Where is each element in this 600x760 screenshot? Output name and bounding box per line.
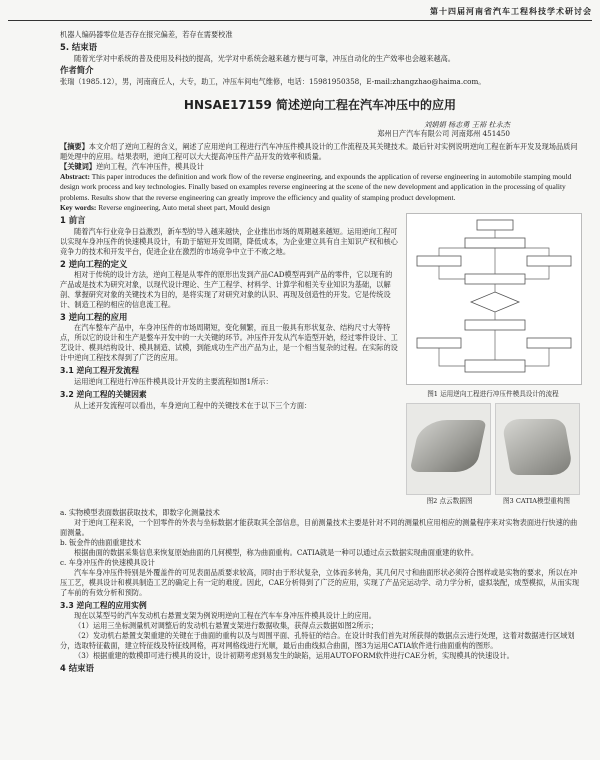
figure-2-caption: 图2 点云数据图 [426, 497, 473, 506]
item-a-title: a. 实物模型表面数据获取技术，即数字化测量技术 [60, 508, 220, 518]
keywords-cn [60, 162, 580, 172]
running-header: 第十四届河南省汽车工程科技学术研讨会 [430, 7, 592, 16]
article-authors: 刘娟娟 杨志勇 王裕 杜永杰 [424, 119, 510, 129]
item-c-title: c. 车身冲压件的快速模具设计 [60, 557, 155, 567]
flow-node [465, 274, 525, 284]
right-column [406, 213, 580, 508]
header-rule [8, 20, 592, 21]
flow-node [417, 338, 461, 348]
figure-1-caption: 图1 运用逆向工程进行冲压件模具设计的流程 [427, 390, 559, 399]
figure-3-catia-model [495, 403, 580, 495]
point-cloud-part-image [410, 420, 487, 472]
item-a-text: 对于逆向工程来说，一个回零件的外表与坐标数据才能获取其全部信息，目前测量技术主要是针对不同的测量机应用相应的测量程序来对实物表面进行快速的曲面测量。 [60, 518, 578, 538]
keywords-cn-label: 【关键词】 [60, 162, 96, 172]
item-b-text: 根据曲面的数据采集信息来恢复原始曲面的几何模型，称为曲面重构。CATIA就是一种可以通过点云数据实现曲面重建的软件。 [74, 547, 479, 557]
abstract-cn-text: 本文介绍了逆向工程的含义，阐述了应用逆向工程进行汽车冲压件模具设计的工作流程及其关键技术。最后针对实例说明逆向工程在新车开发及现场品质问题处理中的应用。结果表明，逆向工程可以大大提高冲压件产品开发的效率和质量。 [60, 142, 578, 162]
abstract-en [60, 172, 580, 203]
section-3-2-text: 从上述开发流程可以看出，车身逆向工程中的关键技术在于以下三个方面： [74, 400, 312, 410]
abstract-en-label: Abstract: [60, 172, 90, 182]
flow-connector [439, 230, 549, 366]
step-3: （3）根据重建的数模即可进行模具的设计，设计初期考虑到易发生的缺陷，运用AUTOFORM软件进行CAE分析，实现模具的快速设计。 [74, 651, 514, 661]
keywords-en-label: Key words: [60, 202, 97, 212]
section-3-3-title: 3.3 逆向工程的应用实例 [60, 600, 147, 610]
flow-node [477, 220, 513, 230]
item-c-text: 汽车车身冲压件特别是外覆盖件的可见表面品质要求较高，同时由于形状复杂，立体而多转角，其几何尺寸和曲面形状必须符合图样或是实物的要求，所以在冲压工艺，模具设计和模具制造工艺的确定上有一定的难度。因此，CAE分析得到了广泛的应用，实现了产品完运动学、动力学分析，虚拟装配，成型模拟，从而实现了车前的有效分析和预防。 [60, 567, 580, 597]
flow-node [465, 320, 525, 330]
abstract-cn [60, 142, 580, 162]
figure-row [406, 403, 580, 495]
abstract-cn-label: 【摘要】 [60, 142, 89, 152]
section-3-1-text: 运用逆向工程进行冲压件模具设计开发的主要流程如图1所示： [74, 376, 273, 386]
figure-3-caption: 图3 CATIA模型重构图 [502, 497, 571, 506]
flow-node [527, 256, 571, 266]
section-1-title: 1 前言 [60, 215, 86, 226]
article-title: HNSAE17159 简述逆向工程在汽车冲压中的应用 [183, 98, 457, 112]
section-1-text: 随着汽车行业竞争日益激烈，新车型的导入越来越快，企业推出市场的周期越来越短。运用逆向工程可以实现车身冲压件的快速模具设计，有助于缩短开发周期，降低成本，为企业建立具有自主知识产权和核心竞争力的技术和开发平台，促进企业在激烈的市场竞争中立于不败之地。 [60, 226, 398, 256]
keywords-en-text: Reverse engineering, Auto metal sheet part, Mould design [98, 202, 270, 212]
prev-text-line: 机器人编码器零位是否存在报完偏差，若存在需要校准 [60, 30, 233, 39]
flow-node [527, 338, 571, 348]
section-2-text: 相对于传统的设计方法，逆向工程是从零件的原形出发到产品CAD模型再到产品的零件，它以现有的产品或是技术为研究对象，以现代设计理论、生产工程学、材料学、计算学和相关专业知识为基础，以解剖、掌握研究对象的关键技术为目的，是将实现了对研究对象的认识、再现及创造性的开发。它是传统设计、制造工程的相应的信息流工程。 [60, 270, 393, 309]
flow-decision [471, 292, 519, 312]
section-3-title: 3 逆向工程的应用 [60, 311, 128, 322]
prev-section-text: 随着光学对中系统的普及使用及科技的提高，光学对中系统会越来越方便与可靠，冲压自动化的生产效率也会越来越高。 [74, 53, 455, 63]
section-3-text: 在汽车整车产品中，车身冲压件的市场周期短，变化频繁，而且一般具有形状复杂、结构尺寸大等特点，所以它的设计和生产是整车开发中的一大关键的环节。冲压件开发从汽车造型开始，经过零件设计、工艺设计、模具结构设计、模具制造、试模，到能成功生产出产品为止，是一个相当复杂的过程。在实际的设计中逆向工程技术得到了广泛的应用。 [60, 323, 398, 363]
figure-2-point-cloud [406, 403, 491, 495]
step-2: （2）发动机右悬置支架重建的关键在于曲面的重构以及与周围平面、孔特征的结合。在设计时我们首先对所获得的数据点云进行处理，这着对数据进行区域划分，选取特征截面，建立特征线及特征线网格，再对网格线进行光顺，最后由曲线拟合曲面，图3为运用CATIA软件进行曲面重构的图形。 [60, 631, 575, 651]
section-3-3-text: 现在以某型号的汽车发动机右悬置支架为例说明逆向工程在汽车车身冲压件模具设计上的应用。 [74, 611, 376, 621]
flow-node [465, 238, 525, 248]
abstract-en-text: This paper introduces the definition and work flow of the reverse engineering, and expounds the application of reverse engineering in automobile stamping mould design work process and key technologies. Finally based on examples reverse engineering at the scene of the new development and application in the processing of quality problems. Results show that the reverse engineering can greatly improve the efficiency and quality of stamping product development. [60, 172, 572, 202]
keywords-en [60, 203, 580, 213]
prev-section-title: 5. 结束语 [60, 41, 98, 52]
article-body [60, 30, 580, 675]
article-affiliation: 郑州日产汽车有限公司 河南郑州 451450 [377, 129, 510, 139]
flow-node [465, 360, 525, 372]
author-bio: 张瑞（1985.12），男，河南商丘人，大专，助工，冲压车间电气维修，电话：15981950358，E-mail:zhangzhao@haima.com。 [60, 77, 486, 87]
section-2-title: 2 逆向工程的定义 [60, 258, 128, 269]
figure-1-flowchart [406, 213, 582, 385]
keywords-cn-text: 逆向工程，汽车冲压件，模具设计 [95, 162, 204, 172]
flow-node [417, 256, 461, 266]
left-column [60, 213, 398, 508]
figure-row-captions [406, 495, 580, 508]
author-heading: 作者简介 [60, 65, 94, 76]
section-3-1-title: 3.1 逆向工程开发流程 [60, 366, 139, 376]
item-b-title: b. 钣金件的曲面重建技术 [60, 538, 142, 548]
section-3-2-title: 3.2 逆向工程的关键因素 [60, 389, 147, 399]
two-column-area [60, 213, 580, 508]
catia-model-part-image [501, 419, 574, 475]
step-1: （1）运用三坐标测量机对调整后的发动机右悬置支架进行数据收集，获得点云数据如图2所示； [74, 621, 378, 631]
section-4-title: 4 结束语 [60, 663, 94, 674]
